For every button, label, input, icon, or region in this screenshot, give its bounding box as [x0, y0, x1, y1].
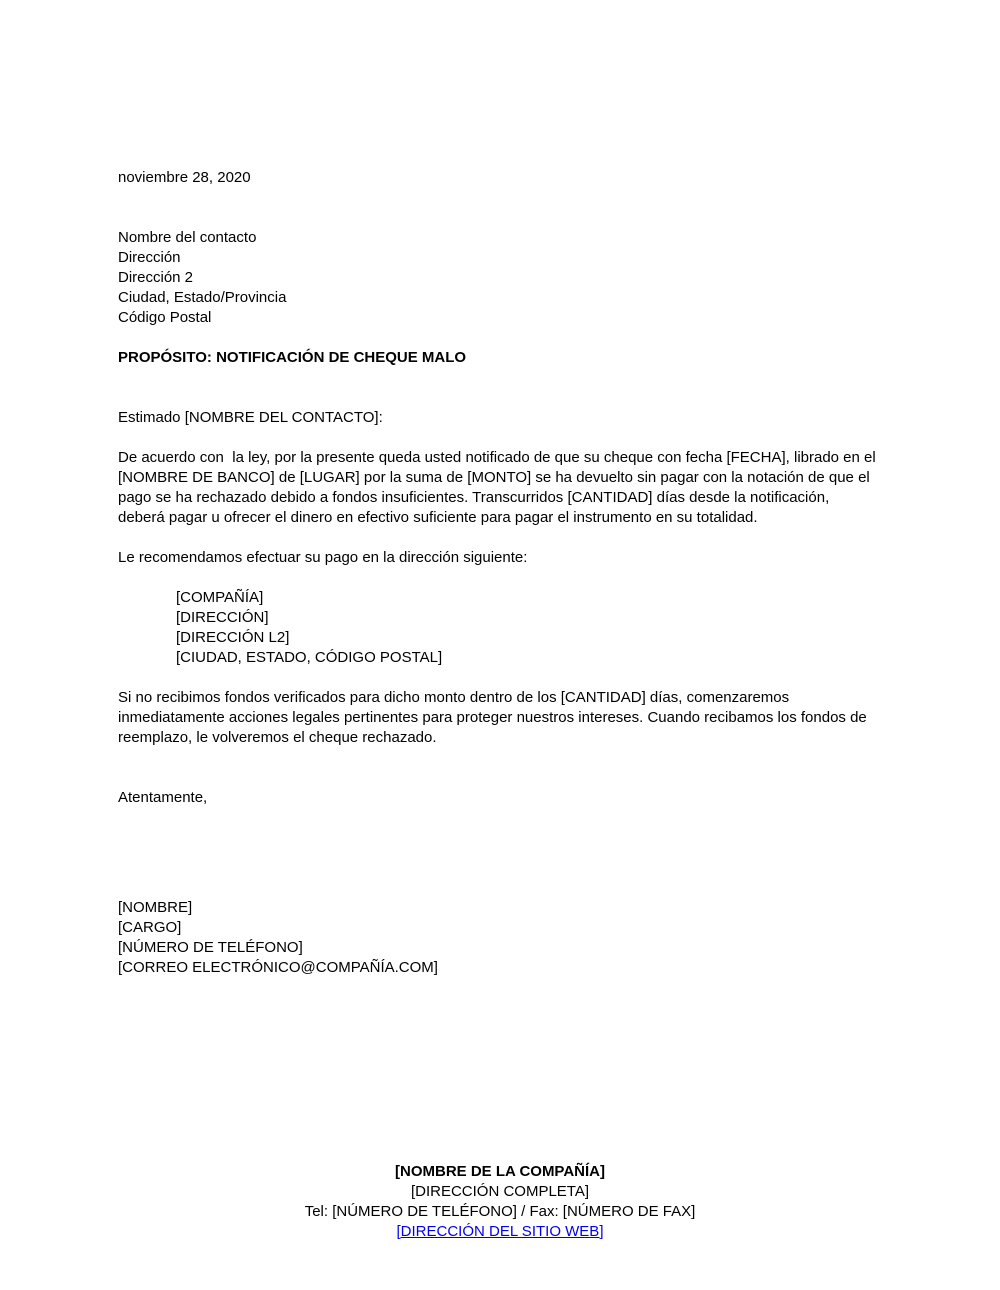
sign-off: Atentamente,: [118, 789, 208, 806]
date-text: noviembre 28, 2020: [118, 169, 251, 186]
spacer-before-subject: [118, 328, 880, 348]
spacer-after-subject: [118, 368, 880, 408]
signature-block: [118, 898, 880, 978]
footer-website-link-wrapper: [0, 1222, 1000, 1242]
paragraph-intro: De acuerdo con la ley, por la presente queda usted notificado de que su cheque con fecha [FECHA], librado en el [NOMBRE DE BANCO] de [LUGAR] por la suma de [MONTO] se ha devuelto sin pagar con la notación de que el pago se ha rechazado debido a fondos insuficientes. Transcurridos [CANTIDAD] días desde la notificación, deberá pagar u ofrecer el dinero en efectivo suficiente para pagar el instrumento en su totalidad.: [118, 449, 880, 526]
payment-address-block: [118, 588, 880, 668]
signature-space: [118, 808, 880, 898]
recipient-line-name: Nombre del contacto: [118, 229, 257, 246]
spacer-before-payment-address: [118, 568, 880, 588]
letter-date: [118, 168, 880, 188]
payment-address-line2: [DIRECCIÓN L2]: [176, 629, 290, 646]
spacer-after-date: [118, 188, 880, 228]
subject-heading: PROPÓSITO: NOTIFICACIÓN DE CHEQUE MALO: [118, 349, 467, 366]
recipient-line-city-state: Ciudad, Estado/Provincia: [118, 289, 287, 306]
spacer-after-intro: [118, 528, 880, 548]
signature-title: [CARGO]: [118, 919, 182, 936]
recipient-line-address2: Dirección 2: [118, 269, 194, 286]
footer-website-link[interactable]: [DIRECCIÓN DEL SITIO WEB]: [396, 1223, 604, 1240]
salutation: Estimado [NOMBRE DEL CONTACTO]:: [118, 409, 383, 426]
payment-address-line1: [DIRECCIÓN]: [176, 609, 269, 626]
paragraph-payment-intro: Le recomendamos efectuar su pago en la dirección siguiente:: [118, 549, 528, 566]
recipient-address: [118, 228, 880, 328]
signature-name: [NOMBRE]: [118, 899, 193, 916]
footer-contact: Tel: [NÚMERO DE TELÉFONO] / Fax: [NÚMERO DE FAX]: [304, 1203, 696, 1220]
spacer-after-payment-address: [118, 668, 880, 688]
payment-address-company: [COMPAÑÍA]: [176, 589, 264, 606]
page-footer: [0, 1162, 1000, 1242]
spacer-after-salutation: [118, 428, 880, 448]
footer-company-name: [NOMBRE DE LA COMPAÑÍA]: [395, 1163, 605, 1180]
payment-address-city-state-zip: [CIUDAD, ESTADO, CÓDIGO POSTAL]: [176, 649, 443, 666]
signature-email: [CORREO ELECTRÓNICO@COMPAÑÍA.COM]: [118, 959, 438, 976]
signature-phone: [NÚMERO DE TELÉFONO]: [118, 939, 303, 956]
paragraph-closing: Si no recibimos fondos verificados para dicho monto dentro de los [CANTIDAD] días, comenzaremos inmediatamente acciones legales pertinentes para proteger nuestros intereses. Cuando recibamos los fondos de reemplazo, le volveremos el cheque rechazado.: [118, 689, 871, 746]
letter-content: [118, 168, 880, 978]
footer-address: [DIRECCIÓN COMPLETA]: [410, 1183, 590, 1200]
recipient-line-postal: Código Postal: [118, 309, 212, 326]
spacer-before-signoff: [118, 748, 880, 788]
recipient-line-address1: Dirección: [118, 249, 181, 266]
